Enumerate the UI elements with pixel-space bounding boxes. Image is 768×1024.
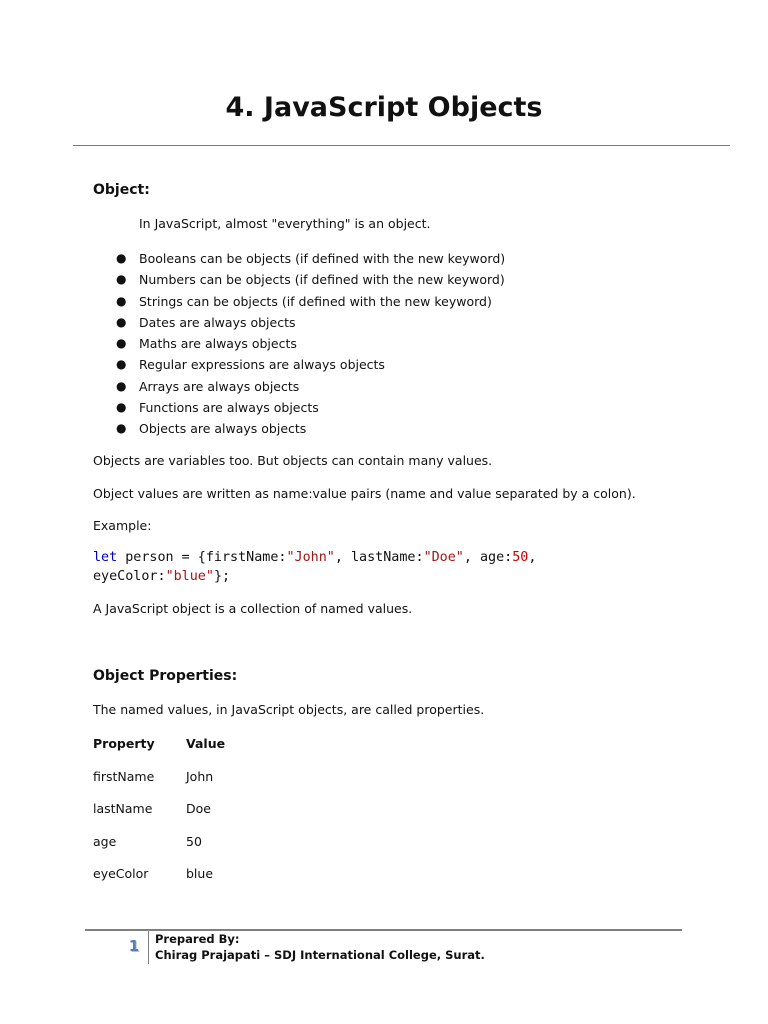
property-name-cell: lastName: [93, 801, 153, 817]
example-label: Example:: [93, 518, 152, 533]
page-title: 4. JavaScript Objects: [225, 92, 543, 123]
code-string: "blue": [165, 569, 214, 584]
code-text: };: [213, 569, 231, 584]
code-example-line-2: [93, 567, 230, 586]
property-name-cell: firstName: [93, 768, 155, 784]
bullet-icon: ●: [116, 421, 127, 436]
bullet-icon: ●: [116, 314, 127, 329]
code-text: , age:: [463, 550, 513, 565]
code-text: person = {firstName:: [117, 550, 287, 565]
code-example-line-1: [93, 548, 536, 567]
code-string: "Doe": [423, 550, 464, 565]
section-heading-properties: Object Properties:: [93, 668, 238, 684]
bullet-icon: ●: [116, 336, 127, 351]
property-name-cell: age: [93, 833, 117, 849]
property-value-cell: blue: [186, 866, 214, 882]
properties-intro-text: The named values, in JavaScript objects, are called properties.: [93, 702, 485, 717]
bullet-icon: ●: [116, 293, 127, 308]
footer-prepared-by: Prepared By:: [155, 932, 240, 946]
column-header-value: Value: [186, 736, 226, 751]
collection-paragraph: A JavaScript object is a collection of named values.: [93, 601, 413, 616]
property-value-cell: 50: [186, 833, 202, 849]
code-keyword: let: [93, 550, 118, 565]
code-text: , lastName:: [334, 550, 424, 565]
section-heading-object: Object:: [93, 182, 150, 198]
column-header-property: Property: [93, 736, 155, 751]
bullet-icon: ●: [116, 251, 127, 265]
code-text: ,: [528, 550, 537, 565]
name-value-pairs-paragraph: Object values are written as name:value pairs (name and value separated by a colon).: [93, 486, 636, 501]
bullet-icon: ●: [116, 400, 127, 415]
bullet-icon: ●: [116, 272, 127, 287]
property-name-cell: eyeColor: [93, 866, 149, 882]
object-intro-text: In JavaScript, almost "everything" is an object.: [139, 216, 431, 231]
bullet-icon: ●: [116, 357, 127, 372]
code-string: "John": [286, 550, 335, 565]
bullet-icon: ●: [116, 378, 127, 393]
code-text: eyeColor:: [93, 569, 166, 584]
code-number: 50: [512, 550, 529, 565]
page-number: 1: [128, 937, 140, 955]
footer-vertical-divider: [148, 930, 149, 964]
variables-paragraph: Objects are variables too. But objects can contain many values.: [93, 453, 493, 468]
footer-author: Chirag Prajapati – SDJ International College, Surat.: [155, 948, 485, 962]
property-value-cell: Doe: [186, 801, 211, 817]
title-divider: [73, 145, 730, 146]
property-value-cell: John: [186, 768, 214, 784]
